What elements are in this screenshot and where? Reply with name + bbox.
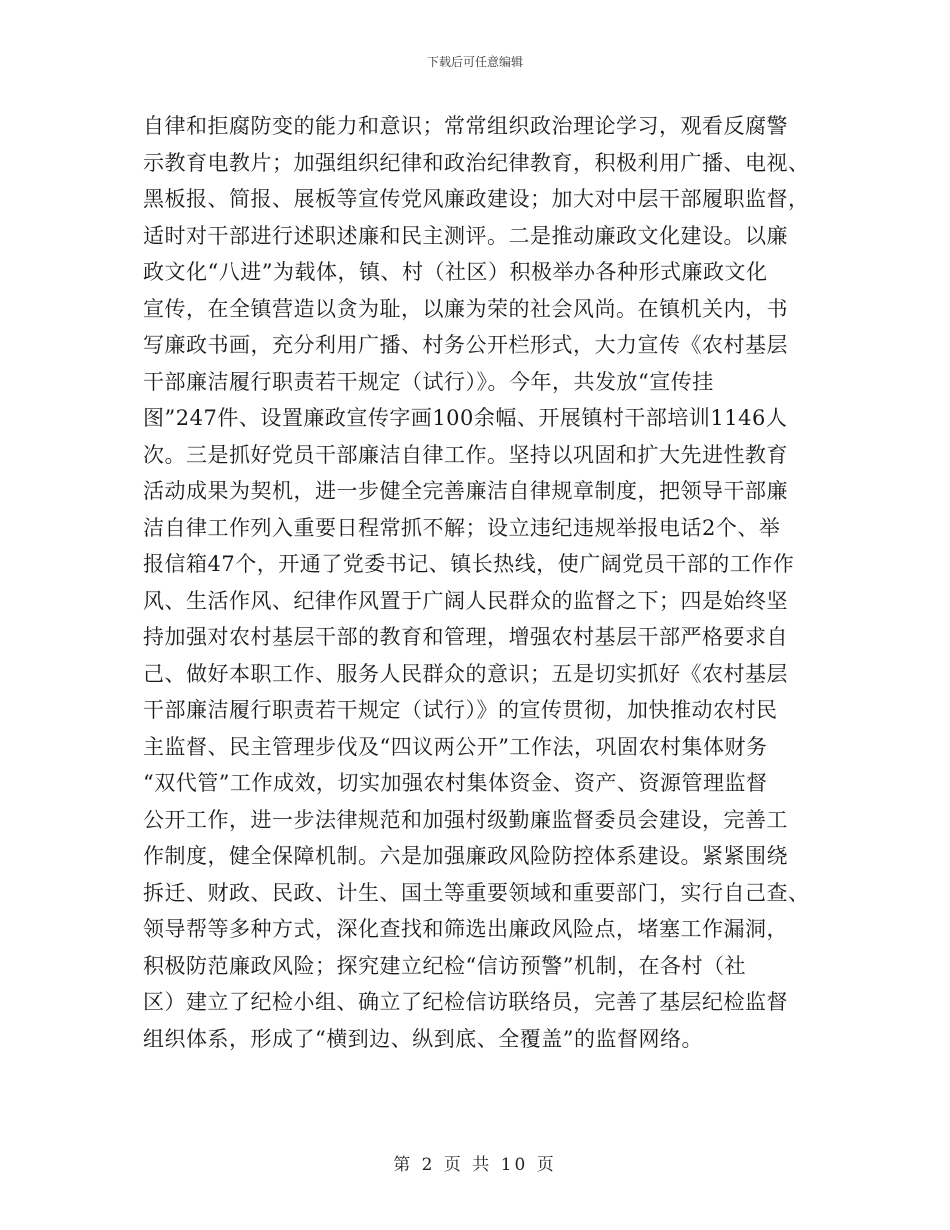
body-text	[143, 108, 813, 1057]
text-line: 组织体系，形成了“横到边、纵到底、全覆盖”的监督网络。	[143, 1026, 703, 1051]
header-note: 下载后可任意编辑	[426, 55, 523, 69]
text-line: 公开工作，进一步法律规范和加强村级勤廉监督委员会建设，完善工	[143, 807, 788, 832]
text-line: 宣传，在全镇营造以贪为耻，以廉为荣的社会风尚。在镇机关内，书	[143, 296, 788, 321]
text-line: 报信箱47个，开通了党委书记、镇长热线，使广阔党员干部的工作作	[143, 552, 795, 576]
text-line: 洁自律工作列入重要日程常抓不解；设立违纪违规举报电话2个、举	[143, 515, 781, 540]
text-line: 活动成果为契机，进一步健全完善廉洁自律规章制度，把领导干部廉	[143, 479, 788, 503]
text-line: 拆迁、财政、民政、计生、国土等重要领域和重要部门，实行自己查、	[143, 880, 810, 905]
text-line: 干部廉洁履行职责若干规定（试行）》。今年，共发放“宣传挂	[143, 369, 714, 394]
text-line: 图”247件、设置廉政宣传字画100余幅、开展镇村干部培训1146人	[143, 406, 788, 430]
text-line: 政文化“八进”为载体，镇、村（社区）积极举办各种形式廉政文化	[143, 260, 768, 284]
text-line: 主监督、民主管理步伐及“四议两公开”工作法，巩固农村集体财务	[143, 734, 768, 759]
text-line: 区）建立了纪检小组、确立了纪检信访联络员，完善了基层纪检监督	[143, 990, 788, 1014]
text-line: 风、生活作风、纪律作风置于广阔人民群众的监督之下；四是始终坚	[143, 588, 788, 613]
text-line: “双代管”工作成效，切实加强农村集体资金、资产、资源管理监督	[143, 771, 768, 795]
text-line: 示教育电教片；加强组织纪律和政治纪律教育，积极利用广播、电视、	[143, 150, 810, 175]
text-line: 适时对干部进行述职述廉和民主测评。二是推动廉政文化建设。以廉	[143, 223, 788, 248]
text-line: 干部廉洁履行职责若干规定（试行）》的宣传贯彻，加快推动农村民	[143, 698, 778, 722]
text-line: 自律和拒腐防变的能力和意识；常常组织政治理论学习，观看反腐警	[143, 114, 788, 138]
text-line: 领导帮等多种方式，深化查找和筛选出廉政风险点，堵塞工作漏洞，	[143, 917, 788, 941]
page-number-footer: 第 2 页 共 10 页	[393, 1155, 557, 1175]
text-line: 作制度，健全保障机制。六是加强廉政风险防控体系建设。紧紧围绕	[143, 844, 788, 868]
text-line: 次。三是抓好党员干部廉洁自律工作。坚持以巩固和扩大先进性教育	[143, 442, 788, 467]
text-line: 黑板报、简报、展板等宣传党风廉政建设；加大对中层干部履职监督，	[143, 187, 810, 211]
text-line: 持加强对农村基层干部的教育和管理，增强农村基层干部严格要求自	[143, 625, 788, 649]
text-line: 积极防范廉政风险；探究建立纪检“信访预警”机制，在各村（社	[143, 953, 746, 978]
text-line: 己、做好本职工作、服务人民群众的意识；五是切实抓好《农村基层	[143, 661, 788, 686]
text-line: 写廉政书画，充分利用广播、村务公开栏形式，大力宣传《农村基层	[143, 333, 788, 357]
